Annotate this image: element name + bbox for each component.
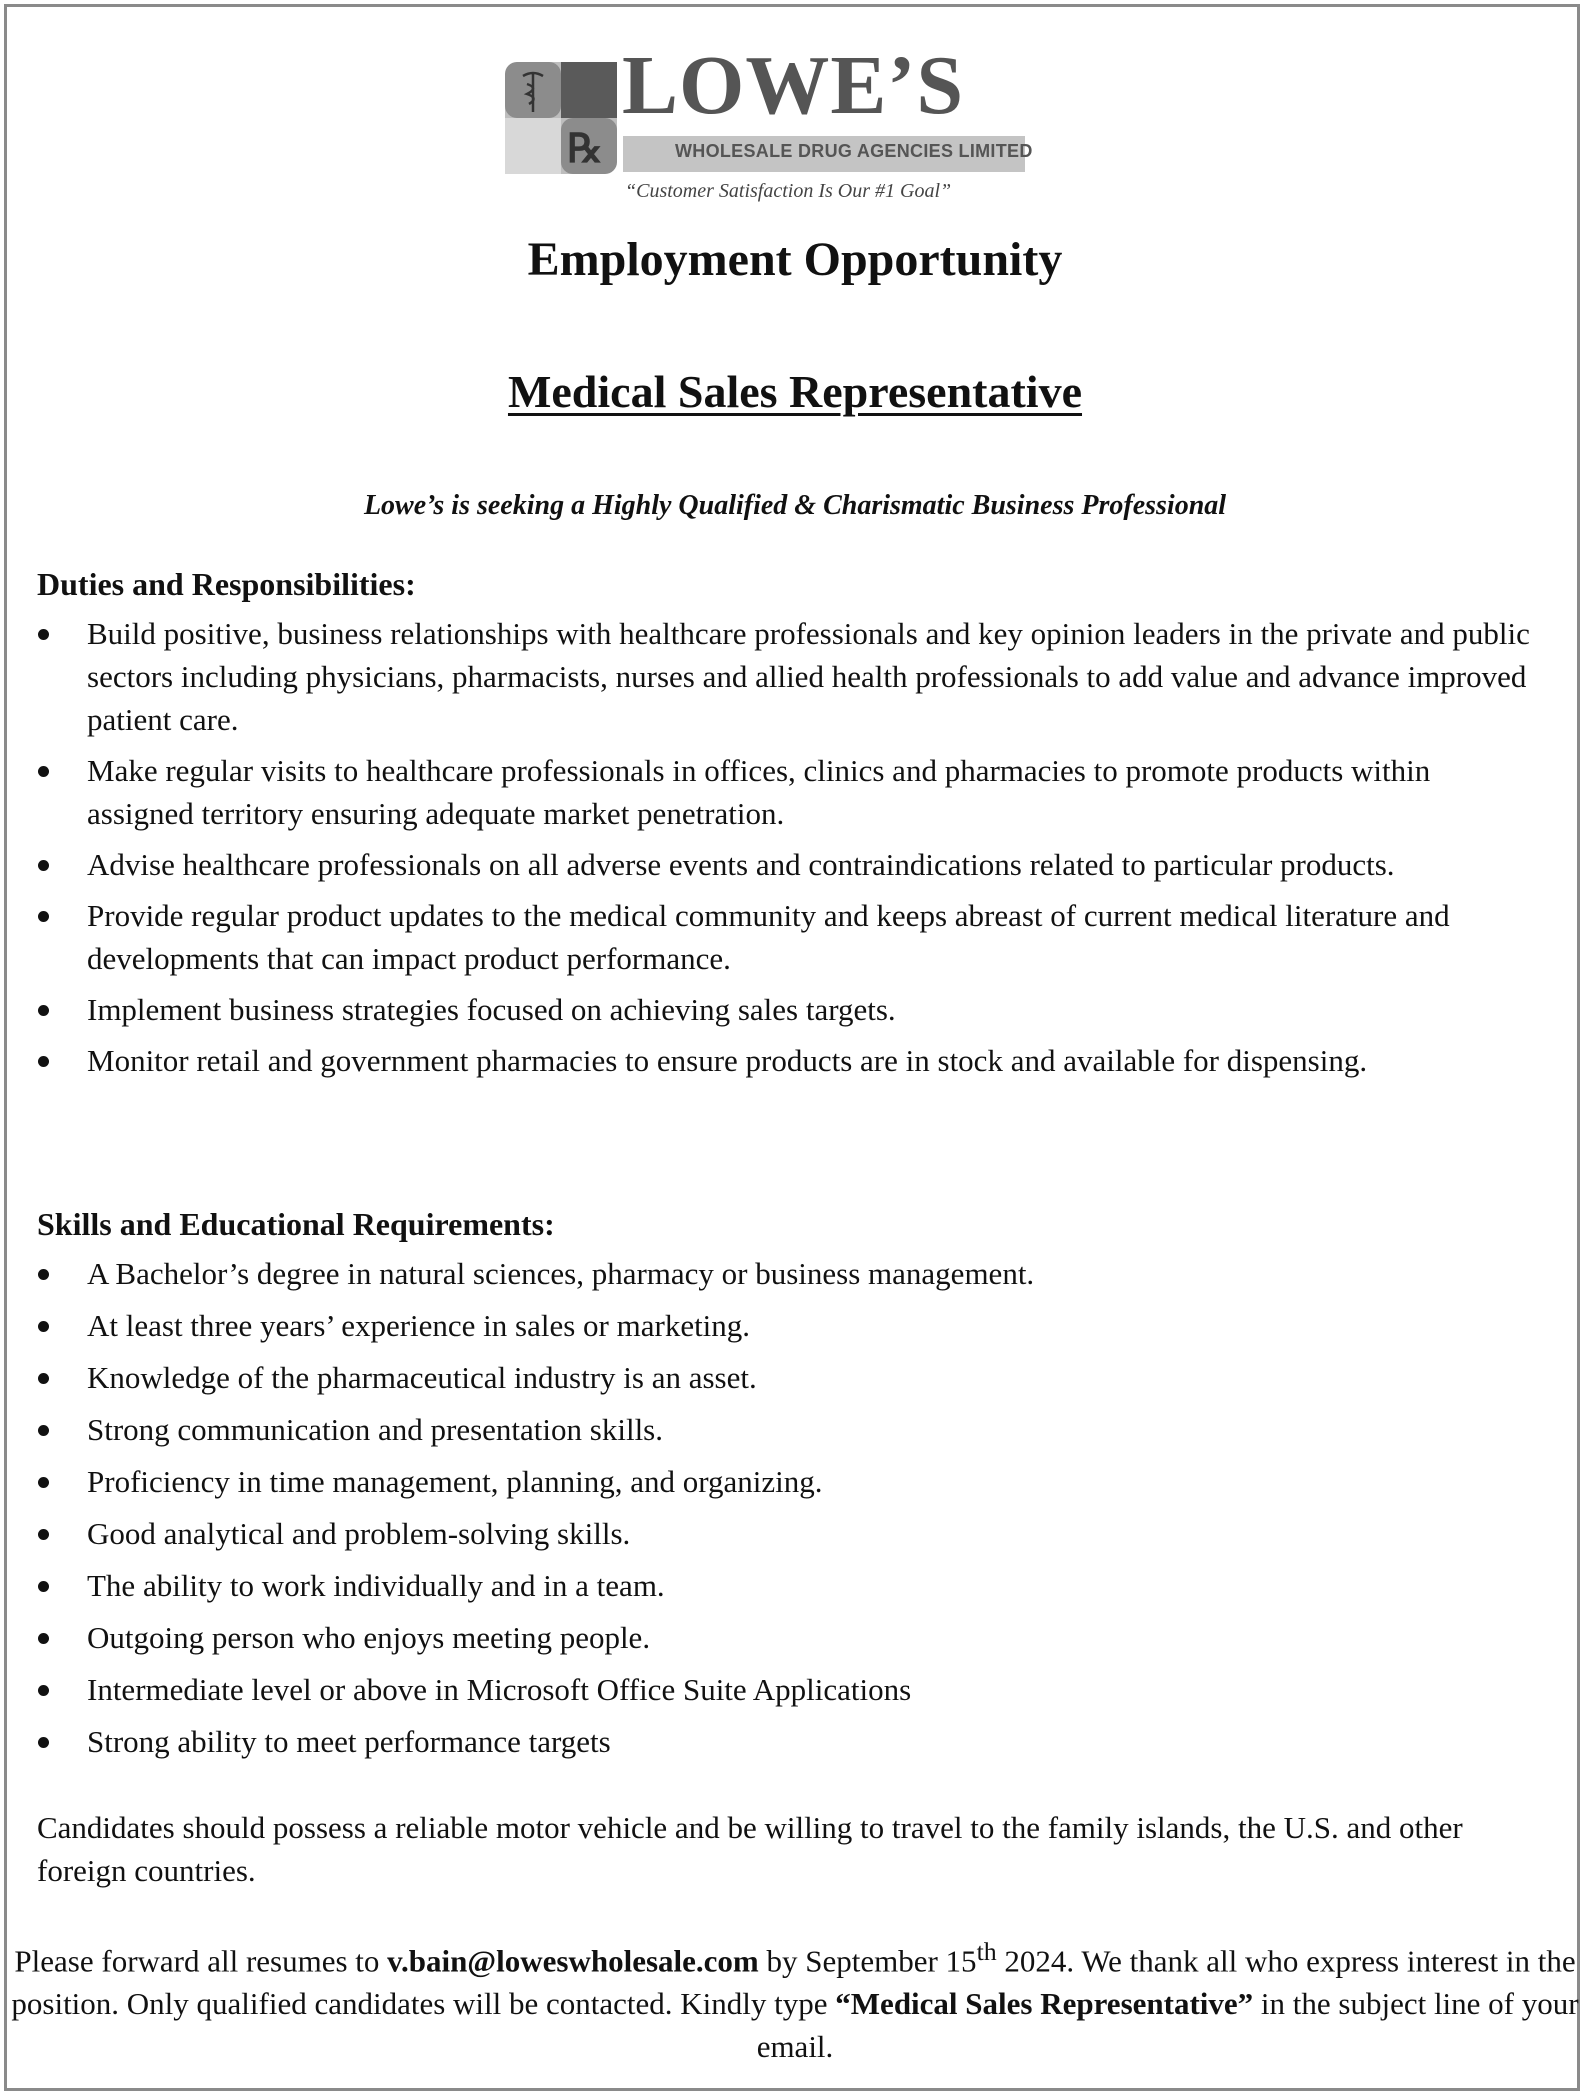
apply-suffix: in the subject line of your email. (756, 1986, 1579, 2065)
list-item-text: Make regular visits to healthcare professionals in offices, clinics and pharmacies to promote products within assigned territory ensuring adequate market penetration. (87, 753, 1431, 831)
deadline-text: by September 15 (758, 1943, 977, 1979)
list-item (0, 1252, 1590, 1295)
list-item (0, 1356, 1590, 1399)
list-item (0, 1304, 1590, 1347)
bullet-icon (38, 629, 49, 640)
company-logo (505, 39, 1033, 208)
list-item (0, 1616, 1590, 1659)
list-item-text: Strong ability to meet performance targets (87, 1724, 611, 1759)
bullet-icon (38, 1477, 49, 1488)
apply-prefix: Please forward all resumes to (14, 1943, 388, 1979)
duties-heading: Duties and Responsibilities: (37, 566, 416, 602)
bullet-icon (38, 1269, 49, 1280)
deadline-ordinal: th (976, 1937, 997, 1966)
logo-name: LOWE’S (622, 39, 965, 132)
list-item-text: Advise healthcare professionals on all adverse events and contraindications related to particular products. (87, 847, 1395, 882)
bullet-icon (38, 1633, 49, 1644)
list-item (0, 1512, 1590, 1555)
list-item (0, 1720, 1590, 1763)
list-item-text: Monitor retail and government pharmacies to ensure products are in stock and available for dispensing. (87, 1043, 1368, 1078)
bullet-icon (38, 1005, 49, 1016)
list-item-text: Intermediate level or above in Microsoft Office Suite Applications (87, 1672, 912, 1707)
position-title (0, 365, 1590, 418)
list-item (0, 749, 1590, 835)
skills-heading: Skills and Educational Requirements: (37, 1206, 555, 1242)
subject-line-text: “Medical Sales Representative” (835, 1986, 1254, 2022)
bullet-icon (38, 1373, 49, 1384)
duties-list (0, 612, 1590, 1090)
position-title-text: Medical Sales Representative (507, 366, 1083, 417)
bullet-icon (38, 1685, 49, 1696)
bullet-icon (38, 860, 49, 871)
bullet-icon (38, 766, 49, 777)
skills-list (0, 1252, 1590, 1772)
email-link[interactable]: v.bain@loweswholesale.com (387, 1943, 759, 1979)
list-item (0, 1564, 1590, 1607)
list-item (0, 894, 1590, 980)
logo-mark (505, 62, 617, 174)
list-item (0, 612, 1590, 741)
bullet-icon (38, 1425, 49, 1436)
list-item-text: Strong communication and presentation skills. (87, 1412, 663, 1447)
list-item-text: Outgoing person who enjoys meeting people. (87, 1620, 651, 1655)
list-item-text: Build positive, business relationships with healthcare professionals and key opinion leaders in the private and public sectors including physicians, pharmacists, nurses and allied health professionals to add value and advance improved patient care. (87, 616, 1530, 737)
list-item-text: Good analytical and problem-solving skills. (87, 1516, 631, 1551)
bullet-icon (38, 911, 49, 922)
bullet-icon (38, 1529, 49, 1540)
logo-tagline: “Customer Satisfaction Is Our #1 Goal” (625, 180, 952, 202)
application-instructions (0, 1930, 1590, 2068)
bullet-icon (38, 1737, 49, 1748)
list-item (0, 1668, 1590, 1711)
page-heading: Employment Opportunity (527, 233, 1063, 286)
logo-subtitle: WHOLESALE DRUG AGENCIES LIMITED (675, 141, 1033, 161)
vehicle-requirement: Candidates should possess a reliable motor vehicle and be willing to travel to the family islands, the U.S. and other foreign countries. (37, 1810, 1463, 1888)
list-item-text: Proficiency in time management, planning, and organizing. (87, 1464, 823, 1499)
intro-line: Lowe’s is seeking a Highly Qualified & Charismatic Business Professional (363, 490, 1227, 521)
list-item-text: Knowledge of the pharmaceutical industry is an asset. (87, 1360, 757, 1395)
list-item-text: A Bachelor’s degree in natural sciences, pharmacy or business management. (87, 1256, 1035, 1291)
list-item (0, 1460, 1590, 1503)
list-item-text: At least three years’ experience in sales or marketing. (87, 1308, 751, 1343)
list-item (0, 1039, 1590, 1082)
list-item-text: Provide regular product updates to the medical community and keeps abreast of current medical literature and developments that can impact product performance. (87, 898, 1450, 976)
list-item-text: Implement business strategies focused on achieving sales targets. (87, 992, 896, 1027)
list-item (0, 1408, 1590, 1451)
rx-symbol: ℞ (567, 126, 603, 171)
bullet-icon (38, 1321, 49, 1332)
bullet-icon (38, 1581, 49, 1592)
list-item (0, 988, 1590, 1031)
bullet-icon (38, 1056, 49, 1067)
list-item (0, 843, 1590, 886)
deadline-suffix: 2024. We thank all who express interest in the position. Only qualified candidates will be contacted. Kindly type (11, 1943, 1576, 2022)
list-item-text: The ability to work individually and in a team. (87, 1568, 665, 1603)
